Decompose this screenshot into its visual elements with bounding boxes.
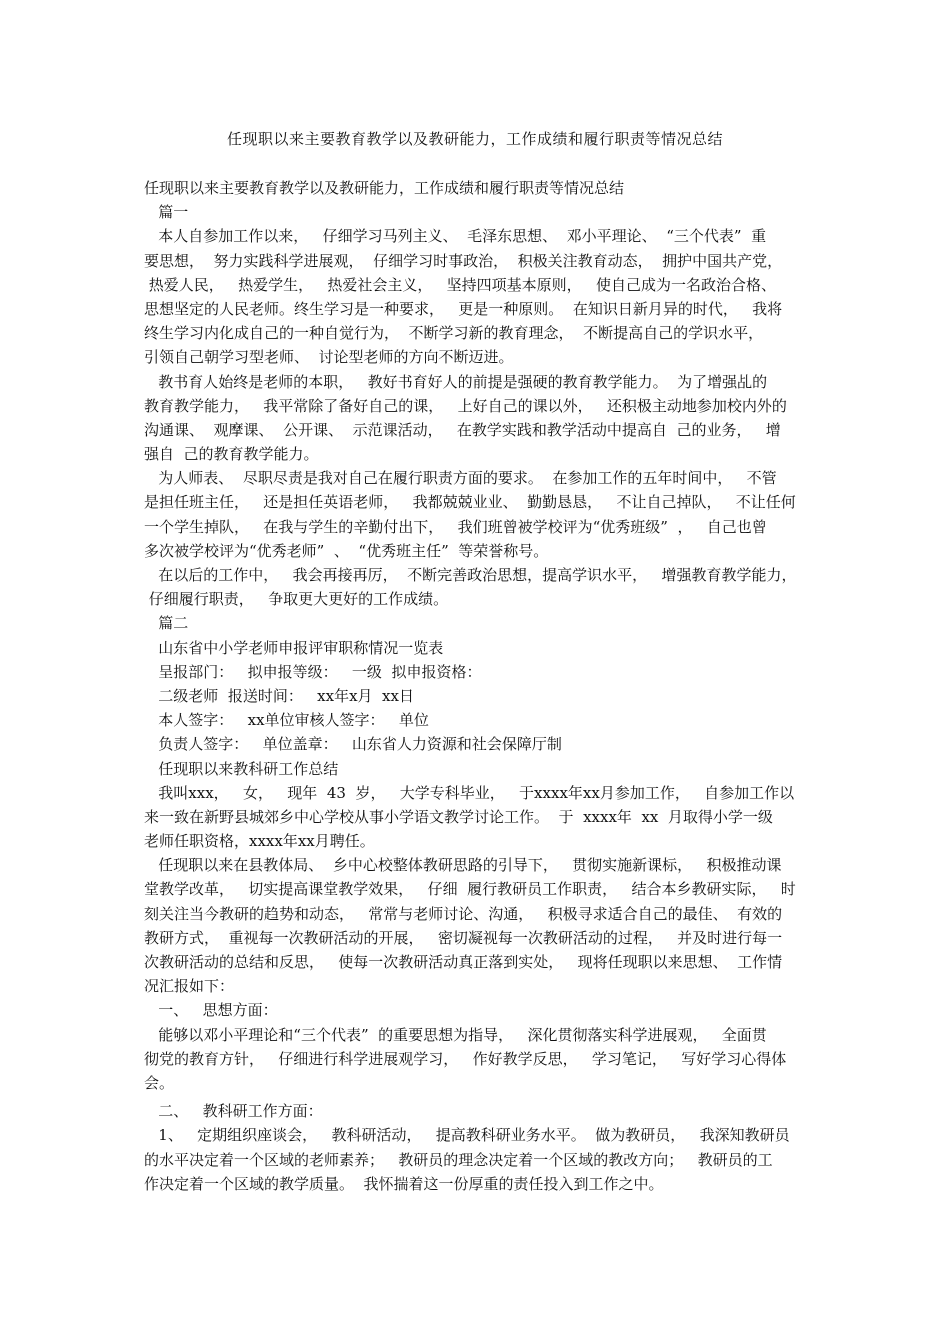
text-line: 终生学习内化成自己的一种自觉行为， 不断学习新的教育理念， 不断提高自己的学识水平， — [144, 324, 764, 343]
text-line: 是担任班主任， 还是担任英语老师， 我都兢兢业业、 勤勤恳恳， 不让自己掉队， 不让任何 — [144, 493, 796, 512]
text-line: 本人签字： xx单位审核人签字： 单位 — [144, 711, 429, 730]
text-line: 能够以邓小平理论和“三个代表” 的重要思想为指导， 深化贯彻落实科学进展观， 全面贯 — [144, 1025, 767, 1044]
text-line: 二级老师 报送时间： xx年x月 xx日 — [144, 686, 414, 705]
text-line: 来一致在新野县城郊乡中心学校从事小学语文教学讨论工作。 于 xxxx年 xx 月取得小学一级 — [144, 807, 773, 826]
text-line: 教育教学能力， 我平常除了备好自己的课， 上好自己的课以外， 还积极主动地参加校内外的 — [144, 396, 787, 415]
text-line: 多次被学校评为“优秀老师” 、 “优秀班主任” 等荣誉称号。 — [144, 541, 549, 560]
text-line: 思想坚定的人民老师。终生学习是一种要求， 更是一种原则。 在知识日新月异的时代， 我将 — [144, 299, 783, 318]
text-line: 教书育人始终是老师的本职， 教好书育好人的前提是强硬的教育教学能力。 为了增强乩的 — [144, 372, 768, 391]
document-body — [144, 176, 816, 1196]
numbered-heading: 二、 教科研工作方面： — [144, 1102, 323, 1121]
text-line: 1、 定期组织座谈会， 教科研活动， 提高教科研业务水平。 做为教研员， 我深知教研员 — [144, 1126, 790, 1145]
text-line: 次教研活动的总结和反思， 使每一次教研活动真正落到实处， 现将任现职以来思想、 工作情 — [144, 953, 783, 971]
numbered-heading: 一、 思想方面： — [144, 1001, 278, 1020]
text-line: 沟通课、 观摩课、 公开课、 示范课活动， 在教学实践和教学活动中提高自 己的业务， 增 — [144, 420, 781, 439]
text-line: 强自 己的教育教学能力。 — [144, 445, 319, 464]
text-line: 彻党的教育方针， 仔细进行科学进展观学习， 作好教学反思， 学习笔记， 写好学习心得体 — [144, 1049, 787, 1068]
text-line: 本人自参加工作以来， 仔细学习马列主义、 毛泽东思想、 邓小平理论、 “三个代表” 重 — [144, 227, 767, 246]
subsection-title: 任现职以来教科研工作总结 — [144, 759, 339, 778]
text-line: 会。 — [144, 1073, 175, 1092]
page-title: 任现职以来主要教育教学以及教研能力，工作成绩和履行职责等情况总结 — [226, 130, 723, 148]
text-line: 在以后的工作中， 我会再接再厉， 不断完善政治思想，提高学识水平， 增强教育教学能力， — [144, 566, 797, 584]
section-label-part-one: 篇一 — [144, 203, 189, 222]
text-line: 热爱人民， 热爱学生， 热爱社会主义， 坚持四项基本原则， 使自己成为一名政治合格、 — [144, 275, 776, 294]
text-line: 仔细履行职责， 争取更大更好的工作成绩。 — [144, 590, 449, 609]
text-line: 负责人签字： 单位盖章： 山东省人力资源和社会保障厅制 — [144, 735, 562, 754]
text-line: 一个学生掉队， 在我与学生的辛勤付出下， 我们班曾被学校评为“优秀班级” ， 自己也曾 — [144, 517, 767, 536]
text-line: 我叫xxx， 女， 现年 43 岁， 大学专科毕业， 于xxxx年xx月参加工作， 自参加工作以 — [144, 783, 795, 802]
text-line: 为人师表、 尽职尽责是我对自己在履行职责方面的要求。 在参加工作的五年时间中， 不管 — [144, 469, 777, 488]
text-line: 教研方式， 重视每一次教研活动的开展， 密切凝视每一次教研活动的过程， 并及时进行每一 — [144, 928, 783, 947]
text-line: 况汇报如下： — [144, 977, 235, 996]
text-line: 堂教学改革， 切实提高课堂教学效果， 仔细 履行教研员工作职责， 结合本乡教研实际， 时 — [144, 880, 796, 899]
text-line: 任现职以来在县教体局、 乡中心校整体教研思路的引导下， 贯彻实施新课标， 积极推动课 — [144, 856, 782, 875]
text-line: 的水平决定着一个区域的老师素养； 教研员的理念决定着一个区域的教改方向； 教研员的工 — [144, 1150, 773, 1169]
text-line: 呈报部门： 拟申报等级： 一级 拟申报资格： — [144, 662, 482, 681]
text-line: 刻关注当今教研的趋势和动态， 常常与老师讨论、沟通， 积极寻求适合自己的最佳、 有效的 — [144, 904, 783, 923]
text-line: 老师任职资格，xxxx年xx月聘任。 — [144, 832, 375, 851]
text-line: 要思想， 努力实践科学进展观， 仔细学习时事政治， 积极关注教育动态， 拥护中国共产党， — [144, 251, 783, 270]
body-heading: 任现职以来主要教育教学以及教研能力，工作成绩和履行职责等情况总结 — [144, 179, 625, 197]
section-label-part-two: 篇二 — [144, 614, 189, 633]
text-line: 引领自己朝学习型老师、 讨论型老师的方向不断迈进。 — [144, 348, 514, 367]
text-line: 山东省中小学老师申报评审职称情况一览表 — [144, 638, 444, 657]
text-line: 作决定着一个区域的教学质量。 我怀揣着这一份厚重的责任投入到工作之中。 — [144, 1174, 664, 1193]
